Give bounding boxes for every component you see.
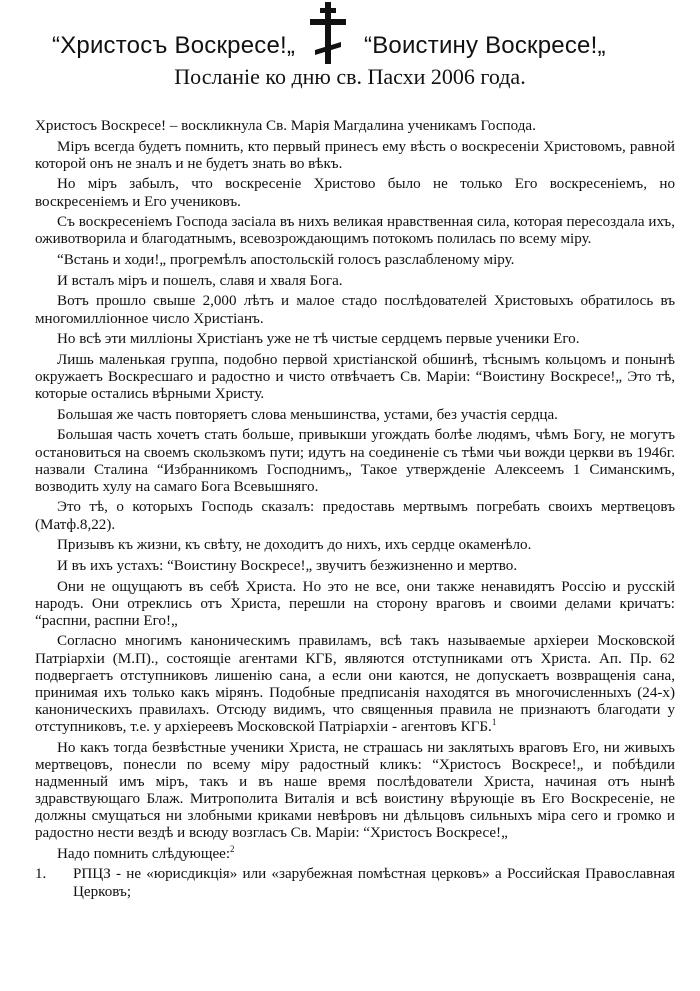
paragraph: Большая часть хочетъ стать больше, привыкши угождать болѣе людямъ, чѣмъ Богу, не могутъ остановиться на своемъ скользкомъ пути; идутъ на соединеніе съ тѣми чьи вожди церкви въ 1946г. назвали Сталина “Избранникомъ Господнимъ„ Такое утвержденіе Алексеемъ 1 Симанскимъ, возводить хулу на самаго Бога Всевышняго. [35, 427, 675, 495]
footnote-ref: 1 [491, 716, 497, 727]
paragraph: Вотъ прошло свыше 2,000 лѣтъ и малое стадо послѣдователей Христовыхъ обратилось въ многомиллiонное число Христiанъ. [35, 293, 675, 327]
paragraph: Мiръ всегда будетъ помнить, кто первый принесъ ему вѣсть о воскресеніи Христовомъ, равной которой онъ не зналъ и не будетъ знать во вѣкъ. [35, 138, 675, 172]
epistle-body [35, 118, 675, 904]
paragraph: И въ ихъ устахъ: “Воистину Воскресе!„ звучитъ безжизненно и мертво. [57, 557, 518, 574]
paragraph: Но какъ тогда безвѣстные ученики Христа, не страшась ни заклятыхъ враговъ Его, ни живыхъ мертвецовъ, понесли по всему мiру радостный кликъ: “Христосъ Воскресе!„ и побѣдили надменный имъ мiръ, такъ и въ наше время послѣдователи Христа, начиная отъ нынѣ здравствующаго Блаж. Митрополита Виталiя и всѣ воистину вѣрующiе въ Его Воскресенiе, не должны смущаться ни злобными криками невѣровъ ни дѣльцовъ сильныхъ мiра сего и громко и радостно нести вездѣ и всюду возгласъ Св. Марiи: “Христосъ Воскресе!„ [35, 739, 675, 842]
paragraph: Но мiръ забылъ, что воскресеніе Христово было не только Его воскресеніемъ, но воскресеніемъ и Его учениковъ. [35, 176, 675, 210]
paragraph: Они не ощущаютъ въ себѣ Христа. Но это не все, они также ненавидятъ Россiю и русскiй народъ. Они отреклись отъ Христа, перешли на сторону враговъ и своими делами кричатъ: “распни, распни Его!„ [35, 578, 675, 629]
paragraph: Большая же часть повторяетъ слова меньшинства, устами, без участiя сердца. [57, 406, 558, 423]
paragraph: Это тѣ, о которыхъ Господь сказалъ: предоставь мертвымъ погребать своихъ мертвецовъ (Матф.8,22). [35, 499, 675, 533]
paragraph: Съ воскресеніемъ Господа засіала въ нихъ великая нравственная сила, которая пересоздала ихъ, оживотворила и благодатнымъ, всевозрождающимъ потокомъ полилась по всему мiру. [35, 214, 675, 248]
paragraph: Призывъ къ жизни, къ свѣту, не доходитъ до нихъ, ихъ сердце окаменѣло. [57, 537, 532, 554]
list-item-number: 1. [35, 866, 47, 883]
numbered-list [35, 866, 675, 900]
paragraph: Но всѣ эти миллiоны Христiанъ уже не тѣ чистые сердцемъ первые ученики Его. [57, 331, 580, 348]
paragraph: Христосъ Воскресе! – воскликнула Св. Марiя Магдалина ученикамъ Господа. [35, 118, 536, 134]
page-header [0, 0, 700, 100]
footnote-ref: 2 [230, 843, 235, 854]
paragraph-with-footnote [35, 633, 675, 736]
easter-greeting-right: “Воистину Воскресе!„ [364, 32, 606, 59]
page-title: Посланіе ко дню св. Пасхи 2006 года. [174, 64, 526, 89]
paragraph: “Встань и ходи!„ прогремѣлъ апостольскій голосъ разслабленому мiру. [57, 252, 515, 269]
list-item [35, 866, 675, 900]
paragraph: И всталъ мiръ и пошелъ, славя и хваля Бога. [57, 272, 343, 289]
paragraph-text: Согласно многимъ каноническимъ правиламъ, всѣ такъ называемые архiереи Московской Патрiархiи (М.П)., состоящiе агентами КГБ, являются отступниками отъ Христа. Ап. Пр. 62 подвергаетъ отступниковъ лишенiю сана, а если они каются, не допускаетъ возвращенiя сана, принимая ихъ только какъ мiрянъ. Подобные предписанiя находятся въ многочисленныхъ (24-х) каноническихъ правилахъ. Отсюду видимъ, что священныя правила не признаютъ благодати у отступниковъ, т.е. у архiереевъ Московской Патрiархiи - агентовъ КГБ. [35, 633, 675, 735]
orthodox-cross-icon [302, 2, 354, 64]
list-item-text: РПЦЗ - не «юрисдикцiя» или «зарубежная помѣстная церковъ» а Российская Православная Церковъ; [73, 866, 675, 900]
paragraph-with-footnote [35, 843, 675, 863]
paragraph: Лишь маленькая группа, подобно первой христiанской обшинѣ, тѣснымъ кольцомъ и понынѣ окружаетъ Воскресшаго и радостно и чисто отвѣчаетъ Св. Марiи: “Воистину Воскресе!„ Это тѣ, которые остались вѣрными Христу. [35, 351, 675, 403]
easter-greeting-left: “Христосъ Воскресе!„ [52, 32, 296, 59]
paragraph-text: Надо помнить слѣдующее: [57, 845, 231, 862]
